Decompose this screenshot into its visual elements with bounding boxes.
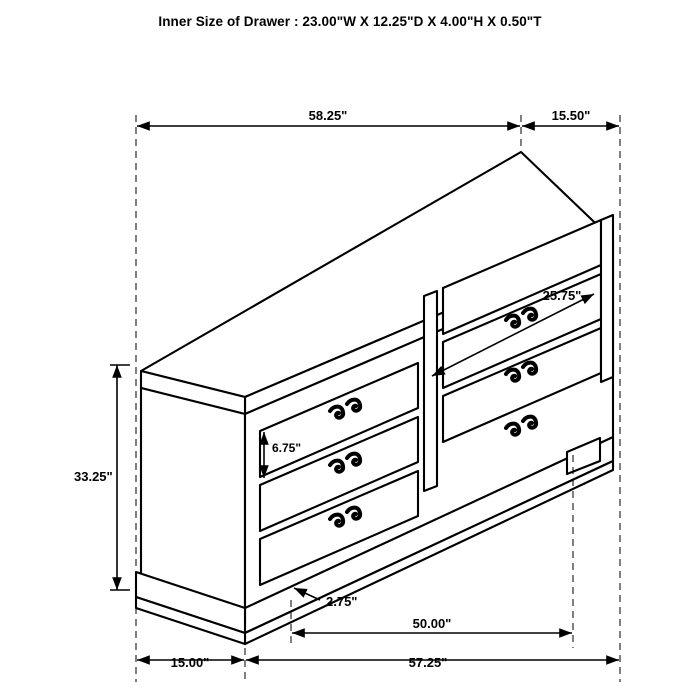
label-base-height: 2.75": [326, 594, 358, 609]
label-base-left-depth: 15.00": [170, 655, 210, 670]
dresser-body: [136, 152, 613, 644]
label-overall-height: 33.25": [74, 469, 113, 484]
dresser-right-edge: [601, 215, 613, 382]
label-top-depth: 15.50": [551, 108, 591, 123]
label-diagonal-depth: 25.75": [542, 288, 582, 303]
page-title: Inner Size of Drawer : 23.00"W X 12.25"D X 4.00"H X 0.50"T: [158, 14, 542, 29]
label-drawer-height: 6.75": [272, 441, 302, 455]
label-front-width-inner: 50.00": [412, 616, 452, 631]
label-top-width: 58.25": [308, 108, 348, 123]
label-front-width-outer: 57.25": [408, 655, 448, 670]
dresser-center-stile: [424, 291, 437, 491]
